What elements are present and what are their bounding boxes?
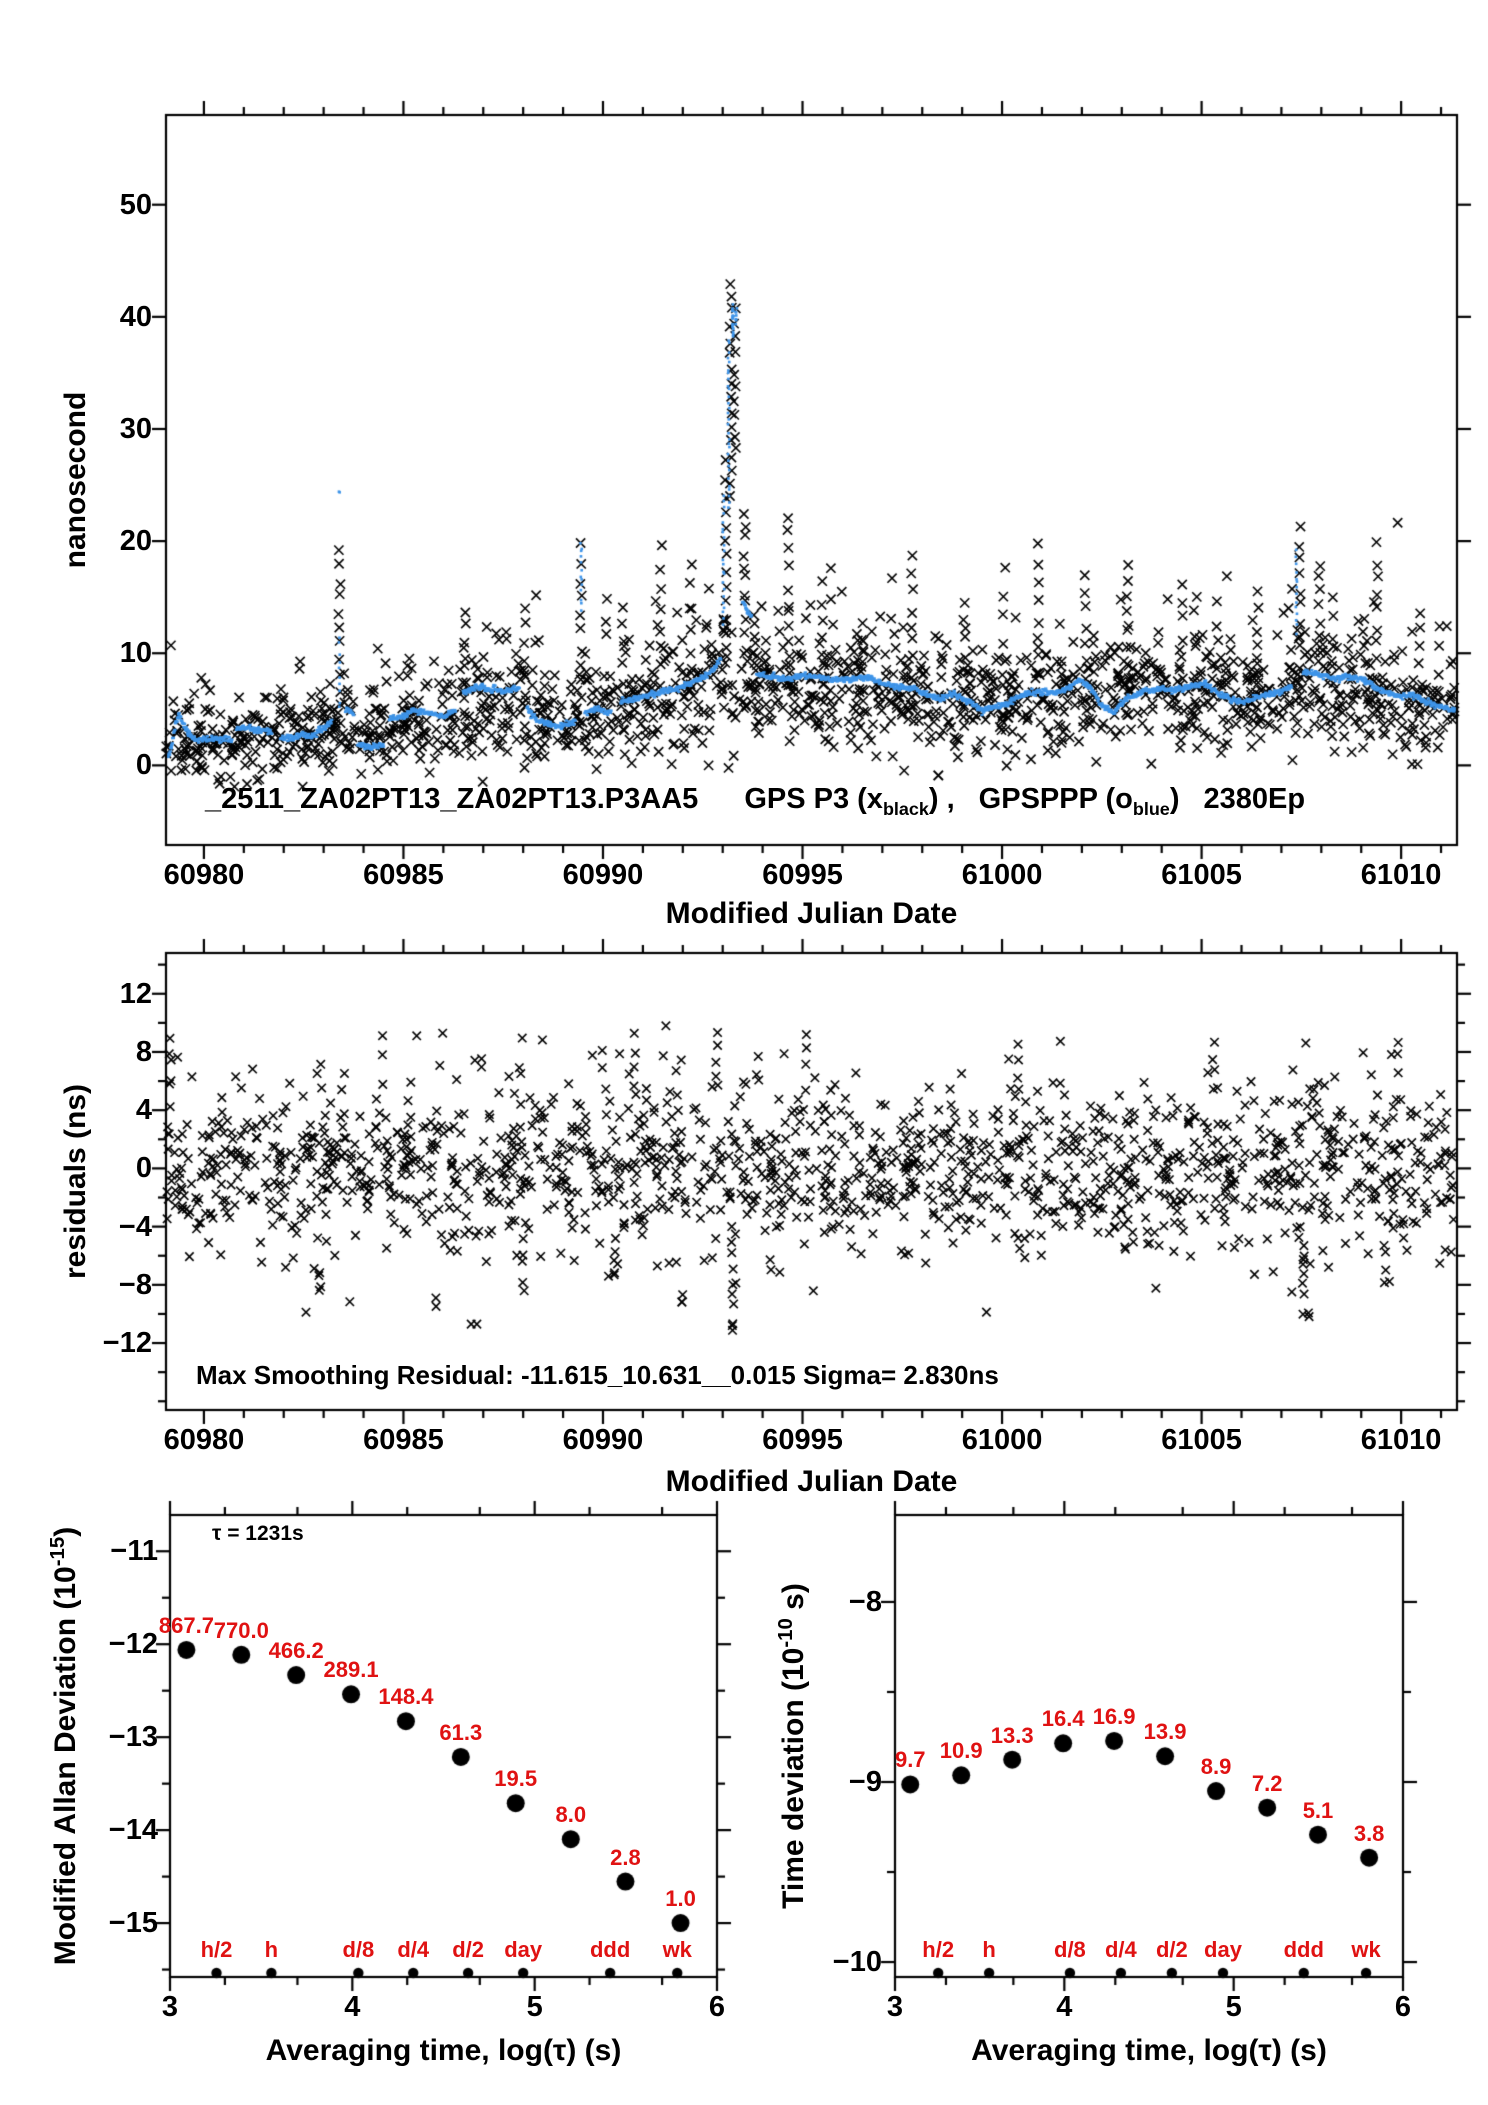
y-tick-label: 8 [135, 1035, 152, 1068]
point-value-label: 13.9 [1143, 1719, 1187, 1745]
time-marker-label: wk [662, 1937, 692, 1962]
point-value-label: 466.2 [268, 1638, 324, 1664]
y-tick-label: −9 [848, 1766, 882, 1798]
point-value-label: 1.0 [665, 1886, 696, 1912]
time-marker-label: d/8 [342, 1937, 375, 1962]
x-tick-label: 60995 [762, 859, 843, 891]
title-dataset-id: _2511_ZA02PT13_ZA02PT13.P3AA5 [205, 783, 699, 815]
x-tick-label: 4 [344, 1991, 361, 2023]
tdev-xaxis-title: Averaging time, log(τ) (s) [971, 2034, 1327, 2067]
x-tick-label: 60990 [562, 859, 644, 891]
time-marker-label: ddd [589, 1937, 631, 1962]
x-tick-label: 61000 [961, 859, 1043, 891]
point-value-label: 289.1 [323, 1657, 379, 1683]
y-tick-label: −12 [108, 1628, 158, 1661]
y-tick-label: 50 [119, 188, 152, 221]
time-marker-label: h/2 [922, 1937, 955, 1962]
y-tick-label: −8 [848, 1585, 882, 1618]
x-tick-label: 61005 [1161, 1424, 1242, 1456]
point-value-label: 8.0 [555, 1802, 587, 1828]
x-tick-label: 60980 [163, 859, 245, 891]
time-marker-label: day [504, 1937, 543, 1962]
y-tick-label: −10 [832, 1946, 882, 1979]
x-tick-label: 3 [161, 1991, 179, 2023]
point-value-label: 867.7 [158, 1612, 214, 1638]
tdev-yaxis-title: Time deviation ($10^{-10}$ s) [775, 1583, 810, 1909]
x-tick-label: 6 [708, 1991, 726, 2023]
x-tick-label: 60985 [363, 859, 444, 891]
time-marker-label: d/2 [452, 1937, 484, 1962]
point-value-label: 770.0 [213, 1617, 269, 1643]
x-tick-label: 60995 [762, 1424, 843, 1456]
x-tick-label: 60985 [363, 1424, 444, 1456]
point-value-label: 148.4 [378, 1684, 434, 1710]
y-tick-label: 30 [119, 412, 152, 445]
point-value-label: 3.8 [1353, 1820, 1385, 1846]
point-value-label: 10.9 [939, 1738, 983, 1764]
time-marker-label: h [264, 1937, 279, 1962]
title-sub-black: black [882, 798, 929, 819]
x-tick-label: 60980 [163, 1424, 245, 1456]
x-tick-label: 61010 [1360, 859, 1442, 891]
time-marker-label: h/2 [200, 1937, 233, 1962]
max-smoothing-residual-annotation: Max Smoothing Residual: -11.615_10.631__0.015 Sigma= 2.830ns [196, 1360, 999, 1390]
x-tick-label: 4 [1056, 1991, 1073, 2023]
mdev-yaxis-title: Modified Allan Deviation $(10^{-15})$ [47, 1526, 82, 1966]
x-tick-label: 6 [1394, 1991, 1412, 2023]
title-gps-post: ) , [928, 783, 955, 815]
y-tick-label: 20 [119, 525, 152, 558]
y-tick-label: −11 [110, 1535, 158, 1568]
y-tick-label: −4 [118, 1210, 152, 1243]
point-value-label: 8.9 [1200, 1754, 1232, 1780]
mid-xaxis-title: Modified Julian Date [665, 1465, 958, 1498]
top-yaxis-title: nanosecond [59, 391, 92, 569]
y-tick-label: 4 [135, 1094, 152, 1127]
title-epochs: 2380Ep [1203, 783, 1306, 815]
x-tick-label: 5 [526, 1991, 543, 2023]
title-ppp-pre: GPSPPP (o [978, 783, 1133, 815]
point-value-label: 5.1 [1302, 1797, 1334, 1823]
point-value-label: 19.5 [494, 1766, 538, 1792]
x-tick-label: 60990 [562, 1424, 644, 1456]
point-value-label: 7.2 [1251, 1770, 1283, 1796]
time-marker-label: day [1204, 1937, 1242, 1962]
y-tick-label: −8 [118, 1268, 152, 1301]
point-value-label: 16.9 [1092, 1703, 1136, 1729]
time-marker-label: h [982, 1937, 996, 1962]
y-tick-label: −12 [102, 1327, 152, 1360]
time-marker-label: d/8 [1054, 1937, 1086, 1962]
mid-yaxis-title: residuals (ns) [59, 1083, 92, 1280]
x-tick-label: 61010 [1360, 1424, 1442, 1456]
point-value-label: 9.7 [894, 1747, 926, 1773]
y-tick-label: −14 [108, 1814, 158, 1847]
point-value-label: 16.4 [1041, 1706, 1085, 1732]
y-tick-label: 0 [135, 749, 152, 782]
point-value-label: 61.3 [439, 1719, 483, 1745]
y-tick-label: 12 [119, 977, 152, 1010]
title-gps-pre: GPS P3 (x [744, 783, 883, 815]
y-tick-label: 40 [119, 300, 152, 333]
point-value-label: 13.3 [990, 1722, 1034, 1748]
top-xaxis-title: Modified Julian Date [665, 897, 958, 930]
time-marker-label: d/4 [397, 1937, 430, 1962]
x-tick-label: 5 [1225, 1991, 1242, 2023]
time-marker-label: d/2 [1155, 1937, 1188, 1962]
time-marker-label: wk [1351, 1937, 1381, 1962]
time-marker-label: ddd [1283, 1937, 1324, 1962]
mdev-xaxis-title: Averaging time, log(τ) (s) [265, 2034, 622, 2067]
y-tick-label: −15 [108, 1907, 158, 1940]
y-tick-label: −13 [108, 1721, 158, 1754]
title-sub-blue: blue [1132, 798, 1170, 819]
x-tick-label: 3 [886, 1991, 904, 2023]
x-tick-label: 61005 [1161, 859, 1242, 891]
y-tick-label: 0 [135, 1152, 152, 1185]
title-ppp-post: ) [1169, 783, 1180, 815]
x-tick-label: 61000 [961, 1424, 1043, 1456]
top-panel-title [205, 783, 1305, 820]
tau-annotation: τ = 1231s [212, 1522, 304, 1545]
y-tick-label: 10 [119, 637, 152, 670]
point-value-label: 2.8 [610, 1844, 641, 1870]
time-marker-label: d/4 [1104, 1937, 1137, 1962]
